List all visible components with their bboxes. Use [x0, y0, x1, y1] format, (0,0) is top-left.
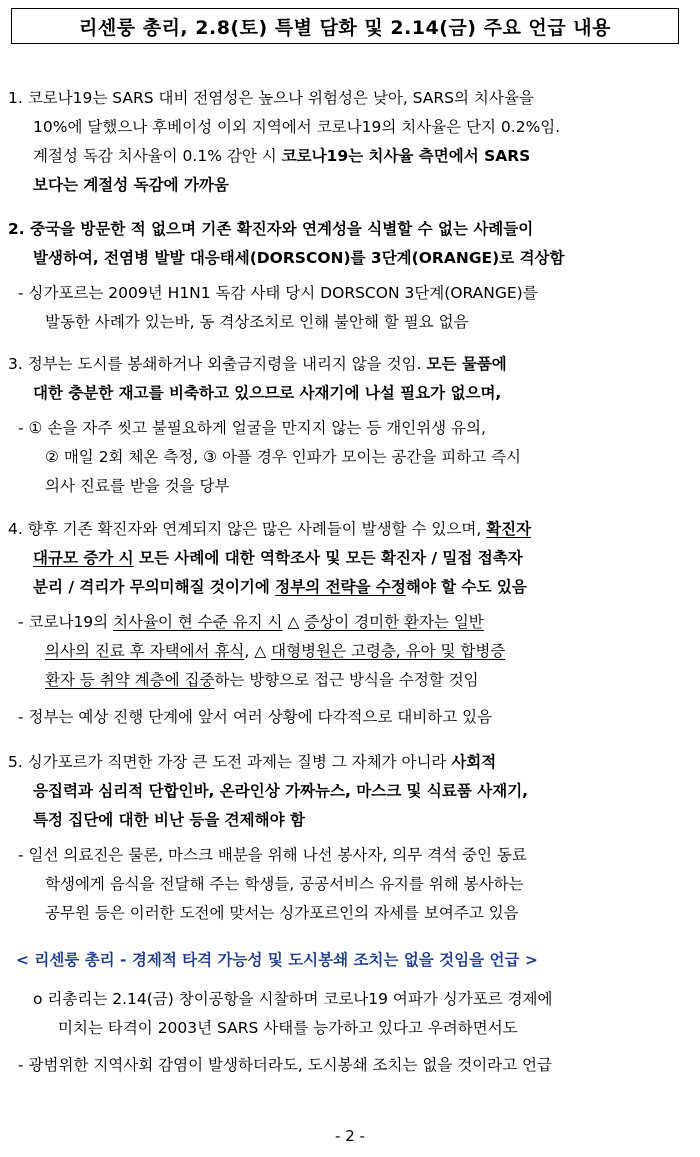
p1-line-3 [33, 143, 530, 169]
p4-line-3a: 분리 / 격리가 무의미해질 것이기에 [33, 578, 276, 596]
p1-line-3b: 코로나19는 치사율 측면에서 SARS [281, 147, 531, 165]
p4-sub-4: - 정부는 예상 진행 단계에 앞서 여러 상황에 다각적으로 대비하고 있음 [18, 708, 493, 726]
p4-line-1b: 확진자 [486, 520, 532, 538]
p4-sub-1 [18, 609, 484, 635]
p4-line-1 [8, 516, 531, 542]
section-note-1: o 리총리는 2.14(금) 창이공항을 시찰하며 코로나19 여파가 싱가포르 경제에 [33, 990, 553, 1008]
p5-sub-1: - 일선 의료진은 물론, 마스크 배분을 위해 나선 봉사자, 의무 격석 중인 동료 [18, 846, 527, 864]
p4-line-1a: 4. 향후 기존 확진자와 연계되지 않은 많은 사례들이 발생할 수 있으며, [8, 520, 487, 538]
page-title [11, 8, 679, 44]
page-number: - 2 - [335, 1127, 365, 1145]
p3-sub-2: ② 매일 2회 체온 측정, ③ 아플 경우 인파가 모이는 공간을 피하고 즉시 [45, 448, 522, 466]
p4-line-2b: 모든 사례에 대한 역학조사 및 모든 확진자 / 밀접 접촉자 [133, 549, 523, 567]
p5-line-3: 특정 집단에 대한 비난 등을 견제해야 함 [33, 811, 305, 829]
p2-sub-2: 발동한 사례가 있는바, 동 격상조치로 인해 불안해 할 필요 없음 [45, 313, 469, 331]
p4-sub-3a: 환자 등 취약 계층에 집중 [45, 671, 215, 689]
p4-sub-2a: 의사의 진료 후 자택에서 휴식 [45, 642, 245, 660]
p3-line-2: 대한 충분한 재고를 비축하고 있으므로 사재기에 나설 필요가 없으며, [33, 384, 502, 402]
p5-sub-3: 공무원 등은 이러한 도전에 맞서는 싱가포르인의 자세를 보여주고 있음 [45, 904, 519, 922]
p5-line-1a: 5. 싱가포르가 직면한 가장 큰 도전 과제는 질병 그 자체가 아니라 [8, 753, 452, 771]
p3-line-1 [8, 351, 507, 377]
p5-line-1 [8, 749, 496, 775]
p2-line-1: 2. 중국을 방문한 적 없으며 기존 확진자와 연계성을 식별할 수 없는 사례들이 [8, 220, 534, 238]
p4-line-3 [33, 574, 527, 600]
p5-line-1b: 사회적 [451, 753, 497, 771]
p2-line-2: 발생하여, 전염병 발발 대응태세(DORSCON)를 3단계(ORANGE)로 격상함 [33, 249, 565, 267]
p4-sub-1a: - 코로나19의 [18, 613, 114, 631]
p4-line-3c: 해야 할 수도 있음 [405, 578, 527, 596]
p5-line-2: 응집력과 심리적 단합인바, 온라인상 가짜뉴스, 마스크 및 식료품 사재기, [33, 782, 529, 800]
p3-line-1a: 3. 정부는 도시를 봉쇄하거나 외출금지령을 내리지 않을 것임. [8, 355, 427, 373]
p4-line-2a: 대규모 증가 시 [33, 549, 134, 567]
p4-sub-3 [45, 667, 479, 693]
page-title-text: 리센룽 총리, 2.8(토) 특별 담화 및 2.14(금) 주요 언급 내용 [79, 16, 611, 39]
p2-sub-1: - 싱가포르는 2009년 H1N1 독감 사태 당시 DORSCON 3단계(ORANGE)를 [18, 284, 538, 302]
section-dash-1: - 광범위한 지역사회 감염이 발생하더라도, 도시봉쇄 조치는 없을 것이라고 언급 [18, 1056, 553, 1074]
p4-line-2 [33, 545, 523, 571]
p3-sub-3: 의사 진료를 받을 것을 당부 [45, 477, 230, 495]
p1-line-1: 1. 코로나19는 SARS 대비 전염성은 높으나 위험성은 낮아, SARS의 치사율을 [8, 89, 534, 107]
p3-sub-1: - ① 손을 자주 씻고 불필요하게 얼굴을 만지지 않는 등 개인위생 유의, [18, 419, 486, 437]
p4-sub-1c: △ [282, 613, 305, 631]
p4-sub-2c: 대형병원은 고령층, 유아 및 합병증 [271, 642, 506, 660]
section-note-2: 미치는 타격이 2003년 SARS 사태를 능가하고 있다고 우려하면서도 [58, 1019, 518, 1037]
section-heading: < 리센룽 총리 - 경제적 타격 가능성 및 도시봉쇄 조치는 없을 것임을 언급 > [16, 951, 538, 969]
p4-sub-3b: 하는 방향으로 접근 방식을 수정할 것임 [214, 671, 479, 689]
p4-sub-2b: , △ [244, 642, 272, 660]
p4-sub-2 [45, 638, 505, 664]
p1-line-4: 보다는 계절성 독감에 가까움 [33, 176, 229, 194]
p1-line-3a: 계절성 독감 치사율이 0.1% 감안 시 [33, 147, 282, 165]
p5-sub-2: 학생에게 음식을 전달해 주는 학생들, 공공서비스 유지를 위해 봉사하는 [45, 875, 524, 893]
p4-sub-1b: 치사율이 현 수준 유지 시 [113, 613, 283, 631]
p4-sub-1d: 증상이 경미한 환자는 일반 [304, 613, 484, 631]
p1-line-2: 10%에 달했으나 후베이성 이외 지역에서 코로나19의 치사율은 단지 0.2%임. [33, 118, 561, 136]
p4-line-3b: 정부의 전략을 수정 [275, 578, 406, 596]
p3-line-1b: 모든 물품에 [426, 355, 507, 373]
